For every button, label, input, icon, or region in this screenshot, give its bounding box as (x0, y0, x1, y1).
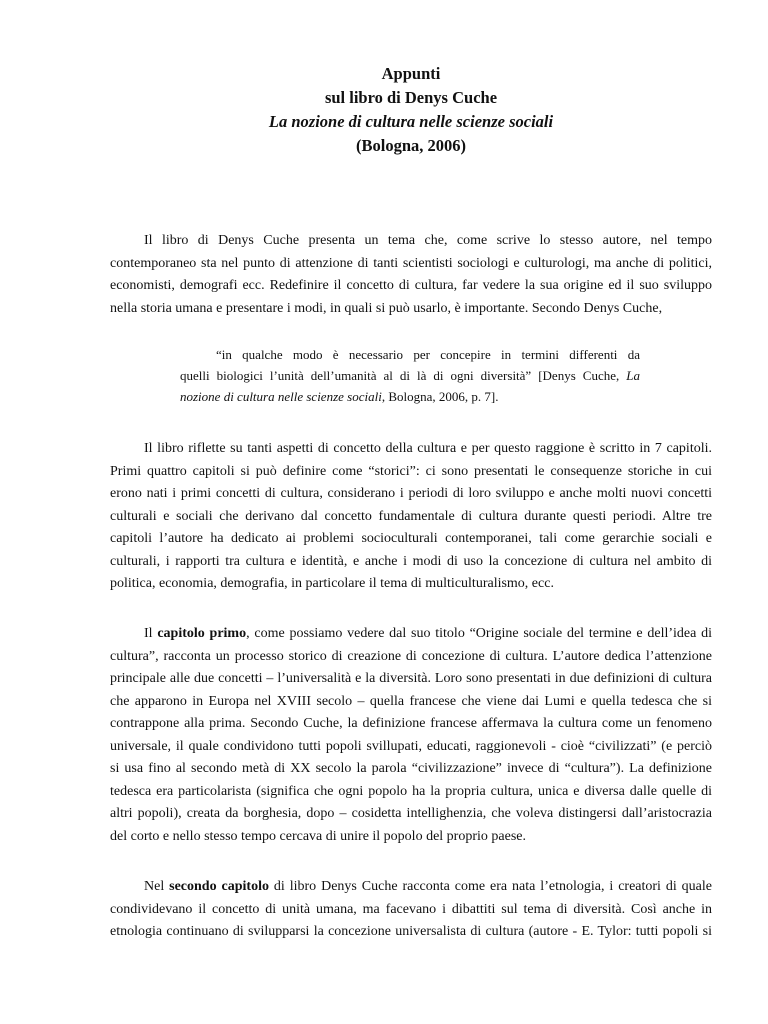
text-line: che apparono in Europa nel XVIII secolo – quella francese che viene dai Lumi e quella tedesca che si (110, 693, 712, 709)
text-line: politica, economia, demografia, in particolare il tema di multiculturalismo, ecc. (110, 576, 554, 591)
quote-line (180, 344, 640, 365)
quote-text: quelli biologici l’unità dell’umanità al di là di ogni diversità” [Denys Cuche, (180, 368, 627, 383)
text-line: tedesca era particolarista (significa che ogni popolo ha la propria cultura, unica e diversa dalle quelle di (110, 783, 712, 799)
title-line-4: (Bologna, 2006) (355, 136, 466, 155)
text-line: del corto e nello stesso tempo cercava di unire il popolo del proprio paese. (110, 828, 526, 844)
text-line: erono nati i primi concetti di cultura, considerano i periodi di loro sviluppo e anche molti nuovi concetti (110, 486, 712, 501)
block-quote (180, 344, 640, 407)
text-line: si usa fino al secondo metà di XX secolo la parola “civilizzazione” invece di “cultura”). La definizione (110, 761, 712, 776)
paragraph-chapter-two (110, 876, 712, 944)
text-line: cultura”, racconta un processo storico di creazione di concezione di cultura. L’autore dedica l’attenzione (110, 648, 712, 664)
text-line: culturali, i rapporti tra cultura e identità, e anche i modi di uso la concezione di cultura nel ambito di (110, 553, 712, 569)
text-line: contemporaneo sta nel punto di attenzione di tanti scientisti sociologi e culturologi, ma anche di politici, (110, 255, 712, 271)
text-line (110, 876, 712, 899)
text-line: nella storia umana e presentare i modi, in quali si può usarlo, è importante. Secondo Denys Cuche, (110, 300, 663, 316)
text-line: altri popoli), creata da borghesia, dopo – cosidetta intellighenzia, che voleva distingersi dall’aristocrazia (110, 806, 712, 821)
text-line: economisti, demografi ecc. Redefinire il concetto di cultura, far vedere la sua origine ed il suo sviluppo (110, 278, 712, 293)
text-line: principale alle due concetti – l’universalità e la diversità. Loro sono presentati in due definizioni di cultura (110, 671, 712, 686)
text-run: , come possiamo vedere dal suo titolo “Origine sociale del termine e dell’idea di (246, 626, 712, 641)
document-title (110, 62, 712, 158)
title-book-name: La nozione di cultura nelle scienze sociali (268, 112, 554, 131)
paragraph-intro (110, 230, 712, 320)
text-line: condividevano il concetto di unità umana, ma facevano i dibattiti sul tema di diversità. Così anche in (110, 901, 712, 917)
text-line: etnologia continuano di svilupparsi la concezione universalista di cultura (autore - E. Tylor: tutti popoli si (110, 924, 712, 939)
paragraph-chapter-one (110, 623, 712, 848)
chapter-heading: secondo capitolo (169, 879, 269, 894)
text-run: di libro Denys Cuche racconta come era nata l’etnologia, i creatori di quale (268, 879, 712, 894)
paragraph-chapters-overview (110, 438, 712, 596)
quote-book-title: La (626, 368, 640, 383)
title-line-2: sul libro di Denys Cuche (324, 88, 498, 107)
text-line: Primi quattro capitoli si può definire come “storici”: ci sono presentati le consequenze storiche in cui (110, 463, 712, 479)
quote-citation: , Bologna, 2006, p. 7]. (381, 389, 499, 404)
quote-line (180, 386, 640, 407)
quote-text: “in qualche modo è necessario per concepire in termini differenti da (216, 347, 640, 362)
text-run: Il (144, 626, 158, 641)
text-line: culturali e sociali che derivano dal concetto fundamentale di cultura durante questi periodi. Altre tre (110, 508, 712, 524)
text-line: Il libro riflette su tanti aspetti di concetto della cultura e per questo raggione è scritto in 7 capitoli. (144, 441, 712, 456)
chapter-heading: capitolo primo (157, 626, 247, 641)
quote-book-title: nozione di cultura nelle scienze sociali (180, 389, 382, 404)
text-line: contrappone alla prima. Secondo Cuche, la definizione francese affermava la cultura come un fenomeno (110, 716, 712, 731)
quote-line (180, 365, 640, 386)
title-line-1: Appunti (381, 64, 441, 83)
text-line (110, 623, 712, 646)
text-line: universale, il quale condividono tutti popoli svillupati, educati, raggionevoli - cioè “civilizzati” (e perciò (110, 738, 712, 754)
text-line: Il libro di Denys Cuche presenta un tema che, come scrive lo stesso autore, nel tempo (144, 233, 712, 248)
text-line: capitoli l’autore ha dedicato ai problemi socioculturali contemporanei, tali come gerarchie sociali e (110, 531, 712, 546)
text-run: Nel (144, 879, 170, 894)
